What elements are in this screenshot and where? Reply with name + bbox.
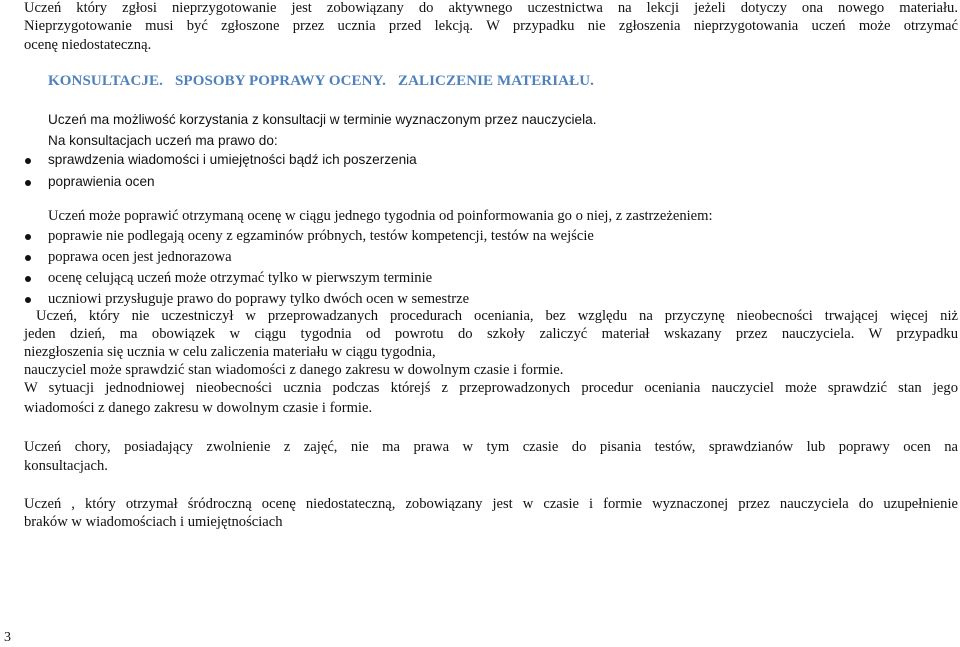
paragraph-line: nauczyciel może sprawdzić stan wiadomości z danego zakresu w dowolnym czasie i formie.	[24, 362, 564, 378]
bullet-icon	[25, 276, 31, 282]
paragraph-line: wiadomości z danego zakresu w dowolnym czasie i formie.	[24, 400, 373, 416]
list-item: uczniowi przysługuje prawo do poprawy tylko dwóch ocen w semestrze	[48, 291, 470, 307]
paragraph-line: Nieprzygotowanie musi być zgłoszone przez ucznia przed lekcją. W przypadku nie zgłoszenia nieprzygotowania uczeń może otrzymać	[24, 18, 958, 34]
paragraph-line: konsultacjach.	[24, 458, 108, 474]
bullet-icon	[25, 180, 31, 186]
heading-consultations: KONSULTACJE.	[48, 73, 163, 89]
list-item: poprawienia ocen	[48, 174, 155, 189]
paragraph-line: Uczeń chory, posiadający zwolnienie z zajęć, nie ma prawa w tym czasie do pisania testów, sprawdzianów lub poprawy ocen na	[24, 439, 958, 455]
list-item: sprawdzenia wiadomości i umiejętności bądź ich poszerzenia	[48, 152, 417, 167]
bullet-icon	[25, 297, 31, 303]
consultation-rights-intro: Na konsultacjach uczeń ma prawo do:	[48, 133, 278, 148]
section-headings	[48, 72, 606, 90]
bullet-icon	[25, 158, 31, 164]
paragraph-line: jeden dzień, ma obowiązek w ciągu tygodnia od powrotu do szkoły zaliczyć materiał wskazany przez nauczyciela. W przypadku	[24, 326, 958, 342]
paragraph-line: niezgłoszenia się ucznia w celu zaliczenia materiału w ciągu tygodnia,	[24, 344, 436, 360]
paragraph-line: Uczeń, który nie uczestniczył w przeprowadzanych procedurach oceniania, bez względu na przyczynę nieobecności trwającej więcej niż	[36, 308, 958, 324]
list-item: poprawie nie podlegają oceny z egzaminów próbnych, testów kompetencji, testów na wejście	[48, 228, 594, 244]
paragraph-line: Uczeń który zgłosi nieprzygotowanie jest zobowiązany do aktywnego uczestnictwa na lekcji jeżeli dotyczy ona nowego materiału.	[24, 0, 958, 16]
heading-material-credit: ZALICZENIE MATERIAŁU.	[397, 73, 594, 89]
list-item: ocenę celującą uczeń może otrzymać tylko w pierwszym terminie	[48, 270, 433, 286]
consultation-intro: Uczeń ma możliwość korzystania z konsultacji w terminie wyznaczonym przez nauczyciela.	[48, 112, 597, 127]
paragraph-line: Uczeń , który otrzymał śródroczną ocenę niedostateczną, zobowiązany jest w czasie i formie wyznaczonej przez nauczyciela do uzupełnienie	[24, 496, 958, 512]
page-number: 3	[4, 630, 11, 645]
bullet-icon	[25, 234, 31, 240]
paragraph-line: ocenę niedostateczną.	[24, 37, 152, 53]
improve-intro: Uczeń może poprawić otrzymaną ocenę w ciągu jednego tygodnia od poinformowania go o niej, z zastrzeżeniem:	[48, 208, 713, 224]
heading-improve-grades: SPOSOBY POPRAWY OCENY.	[174, 73, 386, 89]
paragraph-line: W sytuacji jednodniowej nieobecności ucznia podczas którejś z przeprowadzonych procedur oceniania nauczyciel może sprawdzić stan jego	[24, 380, 958, 396]
list-item: poprawa ocen jest jednorazowa	[48, 249, 232, 265]
bullet-icon	[25, 255, 31, 261]
paragraph-line: braków w wiadomościach i umiejętnościach	[24, 514, 283, 530]
